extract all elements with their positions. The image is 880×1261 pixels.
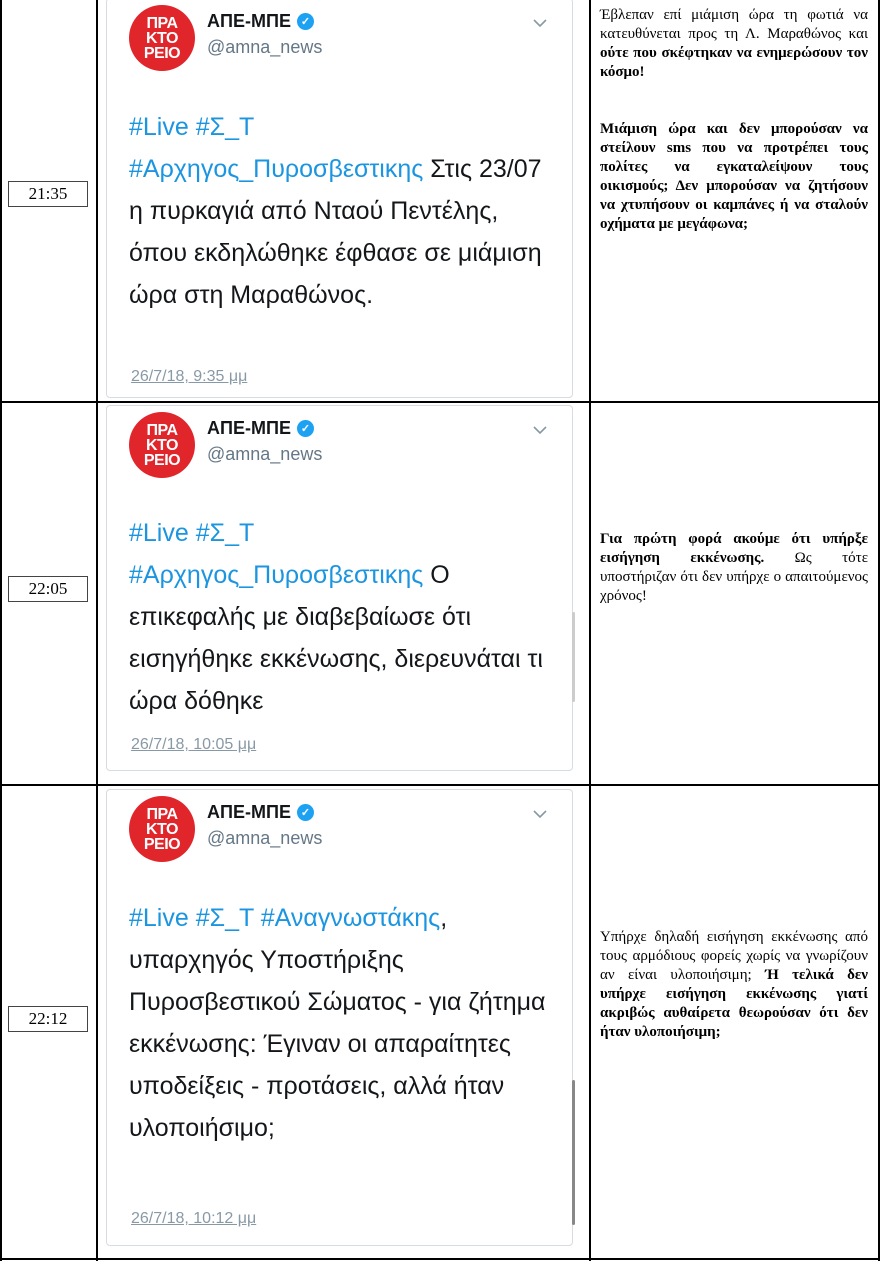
commentary-cell [600, 6, 868, 234]
commentary-paragraph: Μιάμιση ώρα και δεν μπορούσαν να στείλουν sms που να προτρέπει τους πολίτες να εγκαταλείψουν τους οικισμούς; Δεν μπορούσαν να ζητήσουν να χτυπήσουν οι καμπάνες ή να σταλούν οχήματα με μεγάφωνα; [600, 121, 868, 232]
avatar[interactable]: ΠΡΑ ΚΤΟ ΡΕΙΟ [129, 796, 195, 862]
commentary-cell [600, 928, 868, 1042]
time-cell [8, 1006, 88, 1032]
commentary-cell [600, 530, 868, 606]
hashtag[interactable]: #Live [129, 113, 189, 141]
hashtag[interactable]: #Σ_Τ [195, 113, 255, 141]
scrollbar[interactable] [572, 612, 575, 702]
tweet-date-link[interactable]: 26/7/18, 10:12 μμ [131, 1210, 257, 1227]
account-handle[interactable]: @amna_news [207, 828, 323, 848]
account-name[interactable]: ΑΠΕ-ΜΠΕ ✓ [207, 418, 314, 439]
tweet-body: Ο επικεφαλής με διαβεβαίωσε ότι εισηγήθηκε εκκένωσης, διερευνάται τι ώρα δόθηκε [129, 561, 543, 715]
commentary-paragraph: Για πρώτη φορά ακούμε ότι υπήρξε εισήγηση εκκένωσης. Ως τότε υποστήριζαν ότι δεν υπήρχε ο απαιτούμενος χρόνος! [600, 531, 868, 604]
commentary-paragraph: Έβλεπαν επί μιάμιση ώρα τη φωτιά να κατευθύνεται προς τη Λ. Μαραθώνος και ούτε που σκέφτηκαν να ενημερώσουν τον κόσμο! [600, 7, 868, 80]
hashtag[interactable]: #Αρχηγος_Πυροσβεστικης [129, 561, 424, 589]
tweet-text [129, 512, 549, 722]
hashtag[interactable]: #Live [129, 904, 189, 932]
tweet-body: , υπαρχηγός Υποστήριξης Πυροσβεστικού Σώματος - για ζήτημα εκκένωσης: Έγιναν οι απαραίτητες υποδείξεις - προτάσεις, αλλά ήταν υλοποιήσιμο; [129, 904, 546, 1142]
verified-badge-icon: ✓ [297, 420, 314, 437]
avatar[interactable]: ΠΡΑ ΚΤΟ ΡΕΙΟ [129, 5, 195, 71]
tweet-body: Στις 23/07 η πυρκαγιά από Νταού Πεντέλης, όπου εκδηλώθηκε έφθασε σε μιάμιση ώρα στη Μαραθώνος. [129, 155, 542, 309]
chevron-down-icon[interactable] [530, 13, 550, 33]
time-label: 22:12 [28, 1009, 68, 1028]
table-column-divider [589, 0, 591, 1261]
account-name[interactable]: ΑΠΕ-ΜΠΕ ✓ [207, 802, 314, 823]
scrollbar[interactable] [572, 1080, 575, 1225]
table-row-divider [0, 401, 880, 403]
hashtag[interactable]: #Αρχηγος_Πυροσβεστικης [129, 155, 424, 183]
tweet-date-link[interactable]: 26/7/18, 9:35 μμ [131, 368, 248, 385]
tweet-card[interactable] [106, 789, 573, 1246]
table-border-left [0, 0, 2, 1261]
account-handle[interactable]: @amna_news [207, 444, 323, 464]
hashtag[interactable]: #Αναγνωστάκης [260, 904, 441, 932]
chevron-down-icon[interactable] [530, 420, 550, 440]
table-column-divider [96, 0, 98, 1261]
tweet-text [129, 106, 549, 316]
verified-badge-icon: ✓ [297, 13, 314, 30]
time-cell [8, 181, 88, 207]
avatar[interactable]: ΠΡΑ ΚΤΟ ΡΕΙΟ [129, 412, 195, 478]
chevron-down-icon[interactable] [530, 804, 550, 824]
hashtag[interactable]: #Σ_Τ [195, 904, 254, 932]
table-border-bottom [0, 1258, 880, 1260]
commentary-paragraph: Υπήρχε δηλαδή εισήγηση εκκένωσης από τους αρμόδιους φορείς χωρίς να γνωρίζουν αν είναι υλοποιήσιμη; Ή τελικά δεν υπήρχε εισήγηση εκκένωσης γιατί ακριβώς αυθαίρετα θεωρούσαν ότι δεν ήταν υλοποιήσιμη; [600, 929, 868, 1040]
time-label: 21:35 [28, 184, 68, 203]
tweet-card[interactable] [106, 405, 573, 771]
account-name[interactable]: ΑΠΕ-ΜΠΕ ✓ [207, 11, 314, 32]
tweet-text [129, 897, 549, 1149]
hashtag[interactable]: #Σ_Τ [195, 519, 255, 547]
time-cell [8, 576, 88, 602]
time-label: 22:05 [28, 579, 68, 598]
table-row-divider [0, 784, 880, 786]
hashtag[interactable]: #Live [129, 519, 189, 547]
tweet-date-link[interactable]: 26/7/18, 10:05 μμ [131, 736, 257, 753]
verified-badge-icon: ✓ [297, 804, 314, 821]
account-handle[interactable]: @amna_news [207, 37, 323, 57]
tweet-card[interactable] [106, 0, 573, 398]
